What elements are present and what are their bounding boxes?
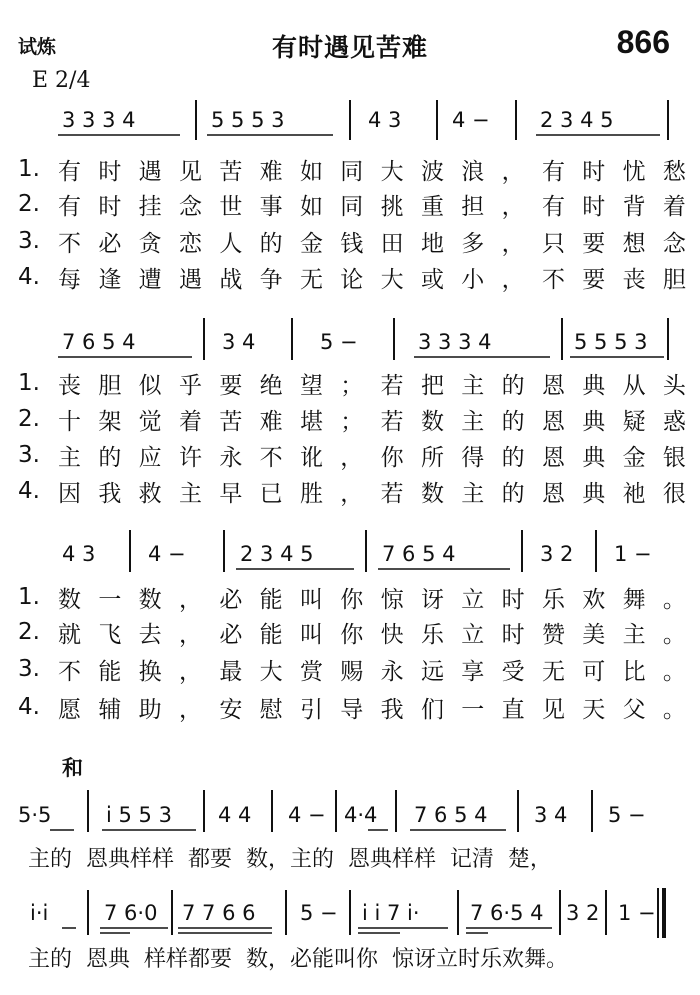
chorus-lyric-line-1: 主的 恩典样样 都要 数，主的 恩典样样 记清 楚，	[28, 847, 552, 872]
lyric-char: 小	[461, 266, 485, 293]
lyric-char: 有	[541, 193, 565, 220]
hymn-title: 有时遇见苦难	[271, 33, 428, 62]
lyric-char: 能	[259, 621, 283, 648]
lyric-char: 田	[380, 230, 404, 257]
lyric-char: 最	[219, 658, 243, 685]
lyric-text	[58, 653, 686, 686]
lyric-char: 遇	[138, 158, 162, 185]
lyric-char: 大	[380, 266, 404, 293]
lyric-char: 。	[662, 586, 686, 613]
lyric-char: 欢	[582, 586, 606, 613]
lyric-char: 舞	[622, 586, 646, 613]
lyric-char: 能	[259, 586, 283, 613]
lyric-char: 论	[340, 266, 364, 293]
verse-number: 1.	[18, 156, 40, 182]
verse-1-line-2	[18, 368, 686, 398]
verse-number: 4.	[18, 264, 40, 290]
lyric-char: 慰	[259, 696, 283, 723]
lyric-char: 挑	[380, 193, 404, 220]
lyric-char: 惊	[380, 586, 404, 613]
lyric-char: 早	[219, 480, 243, 507]
verse-number: 3.	[18, 656, 40, 682]
lyric-char: 乐	[541, 586, 565, 613]
lyric-char: 战	[219, 266, 243, 293]
measure-2-4: 3 3 3 4	[418, 330, 492, 354]
lyric-char: 胆	[98, 372, 122, 399]
lyric-char: 叫	[299, 621, 323, 648]
lyric-char: 安	[219, 696, 243, 723]
hymn-number: 866	[616, 24, 670, 60]
lyric-char: 时	[501, 621, 525, 648]
category-label: 试炼	[18, 36, 57, 58]
lyric-char: 主	[622, 621, 646, 648]
chorus1-measure-3: 4 4	[218, 803, 252, 827]
lyric-char: 世	[219, 193, 243, 220]
lyric-char: 无	[299, 266, 323, 293]
lyric-char: 赐	[340, 658, 364, 685]
lyric-text	[58, 261, 686, 294]
lyric-char: 似	[138, 372, 162, 399]
lyric-char: 数	[58, 586, 81, 613]
lyric-char: 无	[541, 658, 565, 685]
verse-number: 1.	[18, 370, 40, 396]
lyric-char: 立	[461, 586, 485, 613]
lyric-char: 愿	[58, 696, 81, 723]
lyric-char: ，	[178, 621, 202, 648]
lyric-char: 的	[259, 230, 283, 257]
chorus1-measure-2: i 5 5 3	[106, 803, 172, 827]
lyric-char: 典	[582, 408, 606, 435]
lyric-char: 的	[98, 444, 122, 471]
lyric-char: 一	[461, 696, 485, 723]
verse-4-line-1	[18, 262, 686, 292]
lyric-char: 逢	[98, 266, 122, 293]
lyric-char: 钱	[340, 230, 364, 257]
lyric-char: 着	[662, 193, 686, 220]
lyric-char: 的	[501, 408, 525, 435]
lyric-char: 金	[622, 444, 646, 471]
lyric-char: 因	[58, 480, 81, 507]
lyric-char: 大	[259, 658, 283, 685]
chorus1-measure-1: 5·5	[18, 803, 52, 827]
lyric-char: 时	[582, 158, 606, 185]
lyric-char: 胆	[662, 266, 686, 293]
lyric-char: 挂	[138, 193, 162, 220]
lyric-char: 金	[299, 230, 323, 257]
measure-3-3: 2 3 4 5	[240, 542, 314, 566]
chorus-lyric-line-2: 主的 恩典 样样都要 数，必能叫你 惊讶立时乐欢舞。	[28, 947, 568, 972]
lyric-char: 把	[420, 372, 444, 399]
lyric-char: 永	[380, 658, 404, 685]
lyric-char: 赏	[299, 658, 323, 685]
lyric-char: 惑	[662, 408, 686, 435]
lyric-char: 想	[622, 230, 646, 257]
lyric-char: 应	[138, 444, 162, 471]
measure-1-4: 4 −	[452, 108, 490, 132]
verse-number: 2.	[18, 619, 40, 645]
lyric-char: 如	[299, 193, 323, 220]
lyric-char: 丧	[58, 372, 81, 399]
lyric-char: 着	[178, 408, 202, 435]
lyric-char: 有	[541, 158, 565, 185]
verse-number: 2.	[18, 191, 40, 217]
chorus1-measure-4: 4 −	[288, 803, 326, 827]
measure-3-1: 4 3	[62, 542, 96, 566]
verse-number: 1.	[18, 584, 40, 610]
lyric-char: 若	[380, 372, 404, 399]
lyric-char: 望	[299, 372, 323, 399]
lyric-text	[58, 367, 686, 400]
lyric-char: 不	[541, 266, 565, 293]
lyric-char: 担	[461, 193, 485, 220]
lyric-char: 见	[178, 158, 202, 185]
lyric-char: 可	[582, 658, 606, 685]
lyric-char: 必	[98, 230, 122, 257]
lyric-char: ，	[178, 696, 202, 723]
lyric-char: ；	[340, 372, 364, 399]
lyric-text	[58, 581, 686, 614]
lyric-char: 波	[420, 158, 444, 185]
lyric-char: 。	[662, 621, 686, 648]
lyric-char: 不	[58, 658, 81, 685]
lyric-char: 念	[662, 230, 686, 257]
lyric-char: 引	[299, 696, 323, 723]
lyric-char: 同	[340, 158, 364, 185]
lyric-char: 只	[541, 230, 565, 257]
chorus2-measure-4: 5 −	[300, 901, 338, 925]
system-3-notation	[62, 530, 652, 572]
lyric-char: 难	[259, 158, 283, 185]
lyric-char: 美	[582, 621, 606, 648]
lyric-text	[58, 475, 686, 508]
key-signature: E 2/4	[32, 68, 91, 93]
lyric-char: 主	[58, 444, 81, 471]
verse-1-line-1	[18, 154, 686, 184]
lyric-char: 叫	[299, 586, 323, 613]
lyric-char: 得	[461, 444, 485, 471]
lyric-char: 疑	[622, 408, 646, 435]
verse-number: 2.	[18, 406, 40, 432]
lyric-char: 典	[582, 480, 606, 507]
verse-3-line-3	[18, 654, 686, 684]
lyric-char: 恩	[541, 480, 565, 507]
lyric-char: 事	[259, 193, 283, 220]
lyric-text	[58, 225, 686, 258]
lyric-char: 时	[98, 193, 122, 220]
lyric-char: ；	[340, 408, 364, 435]
lyric-char: 主	[178, 480, 202, 507]
lyric-char: 要	[219, 372, 243, 399]
lyric-char: 你	[340, 586, 364, 613]
lyric-text	[58, 439, 686, 472]
lyric-char: 天	[582, 696, 606, 723]
lyric-text	[58, 153, 686, 186]
chorus2-measure-5: i i 7 i·	[362, 901, 420, 925]
verse-number: 4.	[18, 694, 40, 720]
measure-1-3: 4 3	[368, 108, 402, 132]
chorus-line-2-notation	[30, 888, 664, 938]
lyric-char: 的	[501, 480, 525, 507]
lyric-char: 我	[380, 696, 404, 723]
lyric-char: 要	[582, 230, 606, 257]
lyric-char: 愁	[662, 158, 686, 185]
lyric-char: 同	[340, 193, 364, 220]
lyric-char: 能	[98, 658, 122, 685]
chorus2-measure-6: 7 6·5 4	[470, 901, 544, 925]
lyric-char: 我	[98, 480, 122, 507]
lyric-char: 苦	[219, 408, 243, 435]
lyric-char: 一	[98, 586, 122, 613]
lyric-char: ，	[178, 586, 202, 613]
verse-2-line-3	[18, 617, 686, 647]
chorus1-measure-5: 4·4	[344, 803, 378, 827]
lyric-char: 直	[501, 696, 525, 723]
lyric-char: 多	[461, 230, 485, 257]
lyric-text	[58, 616, 686, 649]
lyric-char: 父	[622, 696, 646, 723]
chorus2-measure-2: 7 6·0	[104, 901, 158, 925]
lyric-char: 浪	[461, 158, 485, 185]
measure-2-5: 5 5 5 3	[574, 330, 648, 354]
measure-2-3: 5 −	[320, 330, 358, 354]
lyric-char: 苦	[219, 158, 243, 185]
lyric-char: 就	[58, 621, 81, 648]
verse-3-line-1	[18, 226, 686, 256]
lyric-char: 数	[138, 586, 162, 613]
lyric-char: 有	[58, 158, 81, 185]
lyric-char: 时	[501, 586, 525, 613]
lyric-char: 恩	[541, 444, 565, 471]
lyric-char: 飞	[98, 621, 122, 648]
lyric-char: 恩	[541, 372, 565, 399]
lyric-char: 快	[380, 621, 404, 648]
lyric-char: 远	[420, 658, 444, 685]
measure-2-1: 7 6 5 4	[62, 330, 136, 354]
lyric-char: 受	[501, 658, 525, 685]
lyric-char: 丧	[622, 266, 646, 293]
lyric-char: 必	[219, 586, 243, 613]
lyric-char: 很	[662, 480, 686, 507]
verse-number: 3.	[18, 442, 40, 468]
lyric-char: 人	[219, 230, 243, 257]
lyric-char: 觉	[138, 408, 162, 435]
lyric-char: 已	[259, 480, 283, 507]
chorus1-measure-7: 3 4	[534, 803, 568, 827]
lyric-char: 堪	[299, 408, 323, 435]
lyric-char: 忧	[622, 158, 646, 185]
lyric-char: ，	[178, 658, 202, 685]
lyric-char: 难	[259, 408, 283, 435]
lyric-char: 你	[380, 444, 404, 471]
lyric-char: 主	[461, 408, 485, 435]
lyric-char: 重	[420, 193, 444, 220]
lyric-char: 赞	[541, 621, 565, 648]
measure-3-4: 7 6 5 4	[382, 542, 456, 566]
lyric-char: 每	[58, 266, 81, 293]
lyric-char: 或	[420, 266, 444, 293]
lyric-char: ，	[340, 480, 364, 507]
lyric-char: 数	[420, 480, 444, 507]
lyric-char: 去	[138, 621, 162, 648]
lyric-char: 立	[461, 621, 485, 648]
lyric-char: 的	[501, 372, 525, 399]
lyric-char: 主	[461, 372, 485, 399]
lyric-char: 见	[541, 696, 565, 723]
lyric-char: 祂	[622, 480, 646, 507]
lyric-char: 从	[622, 372, 646, 399]
lyric-char: 讹	[299, 444, 323, 471]
lyric-text	[58, 403, 686, 436]
lyric-char: 胜	[299, 480, 323, 507]
lyric-char: 时	[98, 158, 122, 185]
lyric-char: 不	[259, 444, 283, 471]
lyric-text	[58, 691, 686, 724]
lyric-char: 典	[582, 372, 606, 399]
verse-1-line-3	[18, 582, 686, 612]
system-2-notation	[58, 318, 668, 360]
lyric-char: 大	[380, 158, 404, 185]
lyric-char: 。	[662, 658, 686, 685]
verse-number: 4.	[18, 478, 40, 504]
lyric-char: 遭	[138, 266, 162, 293]
lyric-char: 若	[380, 408, 404, 435]
verse-4-line-2	[18, 476, 686, 506]
lyric-char: 不	[58, 230, 81, 257]
chorus1-measure-8: 5 −	[608, 803, 646, 827]
measure-3-6: 1 −	[614, 542, 652, 566]
chorus-label: 和	[62, 756, 83, 780]
lyric-char: 遇	[178, 266, 202, 293]
chorus2-measure-7: 3 2	[566, 901, 600, 925]
chorus2-measure-3: 7 7 6 6	[182, 901, 256, 925]
lyric-char: 若	[380, 480, 404, 507]
lyric-char: 恩	[541, 408, 565, 435]
lyric-char: 时	[582, 193, 606, 220]
lyric-char: 背	[622, 193, 646, 220]
lyric-char: 享	[461, 658, 485, 685]
lyric-char: 架	[98, 408, 122, 435]
lyric-char: 许	[178, 444, 202, 471]
lyric-char: 念	[178, 193, 202, 220]
verse-2-line-2	[18, 404, 686, 434]
measure-2-2: 3 4	[222, 330, 256, 354]
lyric-char: 你	[340, 621, 364, 648]
lyric-char: 辅	[98, 696, 122, 723]
lyric-char: 地	[420, 230, 444, 257]
lyric-char: ，	[501, 193, 525, 220]
lyric-char: ，	[501, 266, 525, 293]
lyric-char: 救	[138, 480, 162, 507]
lyric-char: ，	[501, 158, 525, 185]
chorus-line-1-notation	[18, 790, 646, 832]
lyric-char: 要	[582, 266, 606, 293]
lyric-char: 主	[461, 480, 485, 507]
lyric-char: 。	[662, 696, 686, 723]
lyric-char: 头	[662, 372, 686, 399]
lyric-char: 讶	[420, 586, 444, 613]
lyric-char: 所	[420, 444, 444, 471]
lyric-text	[58, 188, 686, 221]
chorus2-measure-1: i·i	[30, 901, 49, 925]
chorus1-measure-6: 7 6 5 4	[414, 803, 488, 827]
lyric-char: 典	[582, 444, 606, 471]
lyric-char: 比	[622, 658, 646, 685]
system-1-notation	[58, 100, 668, 140]
lyric-char: 助	[138, 696, 162, 723]
lyric-char: 导	[340, 696, 364, 723]
lyric-char: 乐	[420, 621, 444, 648]
verse-4-line-3	[18, 692, 686, 722]
verse-3-line-2	[18, 440, 686, 470]
lyric-char: 恋	[178, 230, 202, 257]
lyric-char: 们	[420, 696, 444, 723]
lyric-char: 乎	[178, 372, 202, 399]
verse-number: 3.	[18, 228, 40, 254]
lyric-char: 数	[420, 408, 444, 435]
lyric-char: 必	[219, 621, 243, 648]
measure-1-2: 5 5 5 3	[211, 108, 285, 132]
lyric-char: 贪	[138, 230, 162, 257]
lyric-char: 换	[138, 658, 162, 685]
lyric-char: ，	[501, 230, 525, 257]
measure-3-5: 3 2	[540, 542, 574, 566]
lyric-char: ，	[340, 444, 364, 471]
lyric-char: 如	[299, 158, 323, 185]
measure-3-2: 4 −	[148, 542, 186, 566]
lyric-char: 的	[501, 444, 525, 471]
lyric-char: 十	[58, 408, 81, 435]
lyric-char: 绝	[259, 372, 283, 399]
measure-1-5: 2 3 4 5	[540, 108, 614, 132]
lyric-char: 永	[219, 444, 243, 471]
lyric-char: 银	[662, 444, 686, 471]
lyric-char: 有	[58, 193, 81, 220]
chorus2-measure-8: 1 −	[618, 901, 656, 925]
measure-1-1: 3 3 3 4	[62, 108, 136, 132]
lyric-char: 争	[259, 266, 283, 293]
verse-2-line-1	[18, 189, 686, 219]
